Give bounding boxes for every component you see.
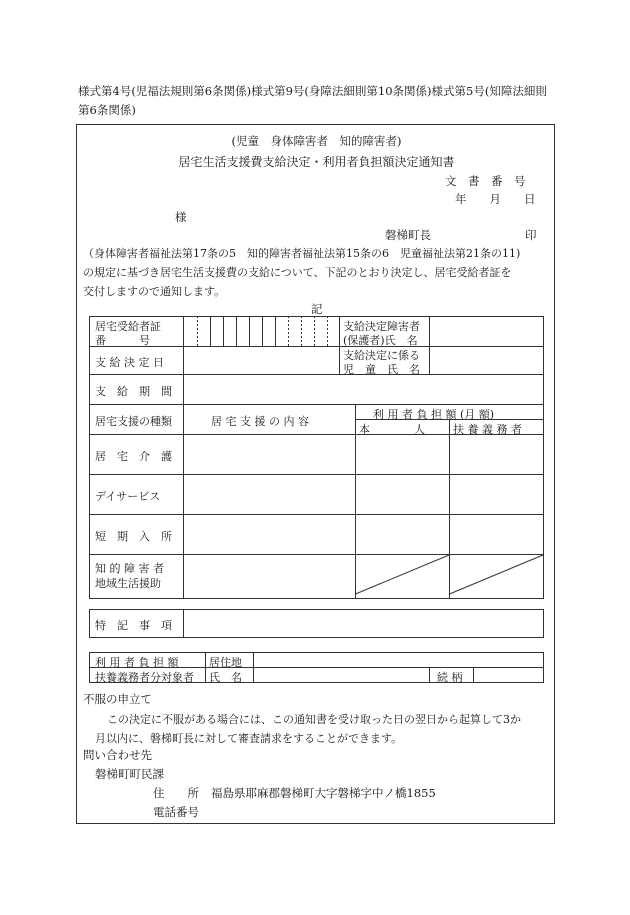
name-label: 氏 名 xyxy=(209,671,242,684)
body-line-3: 交付しますので通知します。 xyxy=(83,285,226,298)
objection-line-1: この決定に不服がある場合には、この通知書を受け取った日の翌日から起算して3か xyxy=(107,713,521,726)
burden-target-label-1: 利 用 者 負 担 額 xyxy=(95,656,179,669)
document-title: 居宅生活支援費支給決定・利用者負担額決定通知書 xyxy=(178,155,455,169)
notes-label: 特 記 事 項 xyxy=(95,619,172,632)
office-name: 磐梯町町民課 xyxy=(95,767,164,781)
recipient-cert-label: 居宅受給者証 xyxy=(95,320,161,333)
address-label: 住 所 xyxy=(153,786,199,800)
relation-label: 続 柄 xyxy=(437,671,463,684)
decision-person-label: 支給決定障害者 xyxy=(343,320,420,333)
supporter-label: 扶 養 義 務 者 xyxy=(453,423,522,436)
notice-frame xyxy=(76,124,555,824)
row-day-service: デイサービス xyxy=(95,490,161,503)
self-label: 本 人 xyxy=(359,423,425,436)
period-label: 支 給 期 間 xyxy=(95,385,172,398)
body-line-2: の規定に基づき居宅生活支援費の支給について、下記のとおり決定し、居宅受給者証を xyxy=(83,266,512,279)
objection-line-2: 月以内に、磐梯町長に対して審査請求をすることができます。 xyxy=(95,732,403,745)
decision-person-label-2: (保護者)氏 名 xyxy=(343,334,418,347)
phone-label: 電話番号 xyxy=(153,805,199,819)
row-intellectual-2: 地域生活援助 xyxy=(95,577,161,590)
service-type-label: 居宅支援の種類 xyxy=(95,415,172,428)
doc-number-label: 文 書 番 号 xyxy=(445,174,526,188)
body-line-1: （身体障害者福祉法第17条の5 知的障害者福祉法第15条の6 児童福祉法第21条の11) xyxy=(83,247,521,260)
service-content-label: 居 宅 支 援 の 内 容 xyxy=(211,415,309,428)
row-short-stay: 短 期 入 所 xyxy=(95,530,172,543)
row-home-care: 居 宅 介 護 xyxy=(95,450,172,463)
date-label: 年 月 日 xyxy=(455,192,536,206)
row-intellectual-1: 知 的 障 害 者 xyxy=(95,562,164,575)
category-line: (児童 身体障害者 知的障害者) xyxy=(231,134,402,148)
addressee-suffix: 様 xyxy=(175,210,187,224)
burden-target-label-2: 扶養義務者分対象者 xyxy=(95,671,194,684)
ki-mark: 記 xyxy=(311,302,323,316)
decision-date-label: 支 給 決 定 日 xyxy=(95,356,164,369)
address-value: 福島県耶麻郡磐梯町大字磐梯字中ノ橋1855 xyxy=(211,786,436,800)
form-number-header: 様式第4号(児福法規則第6条関係)様式第9号(身障法細則第10条関係)様式第5号(知障法細則第6条関係) xyxy=(78,84,547,117)
burden-label: 利 用 者 負 担 額 (月 額) xyxy=(373,408,495,421)
seal-mark: 印 xyxy=(525,228,537,242)
recipient-cert-label-2: 番 号 xyxy=(95,334,150,347)
child-label: 支給決定に係る xyxy=(343,349,420,362)
child-label-2: 児 童 氏 名 xyxy=(343,363,420,376)
residence-label: 居住地 xyxy=(209,656,242,669)
objection-heading: 不服の申立て xyxy=(83,692,152,706)
inquiry-heading: 問い合わせ先 xyxy=(83,748,152,762)
sender-name: 磐梯町長 xyxy=(385,228,431,242)
